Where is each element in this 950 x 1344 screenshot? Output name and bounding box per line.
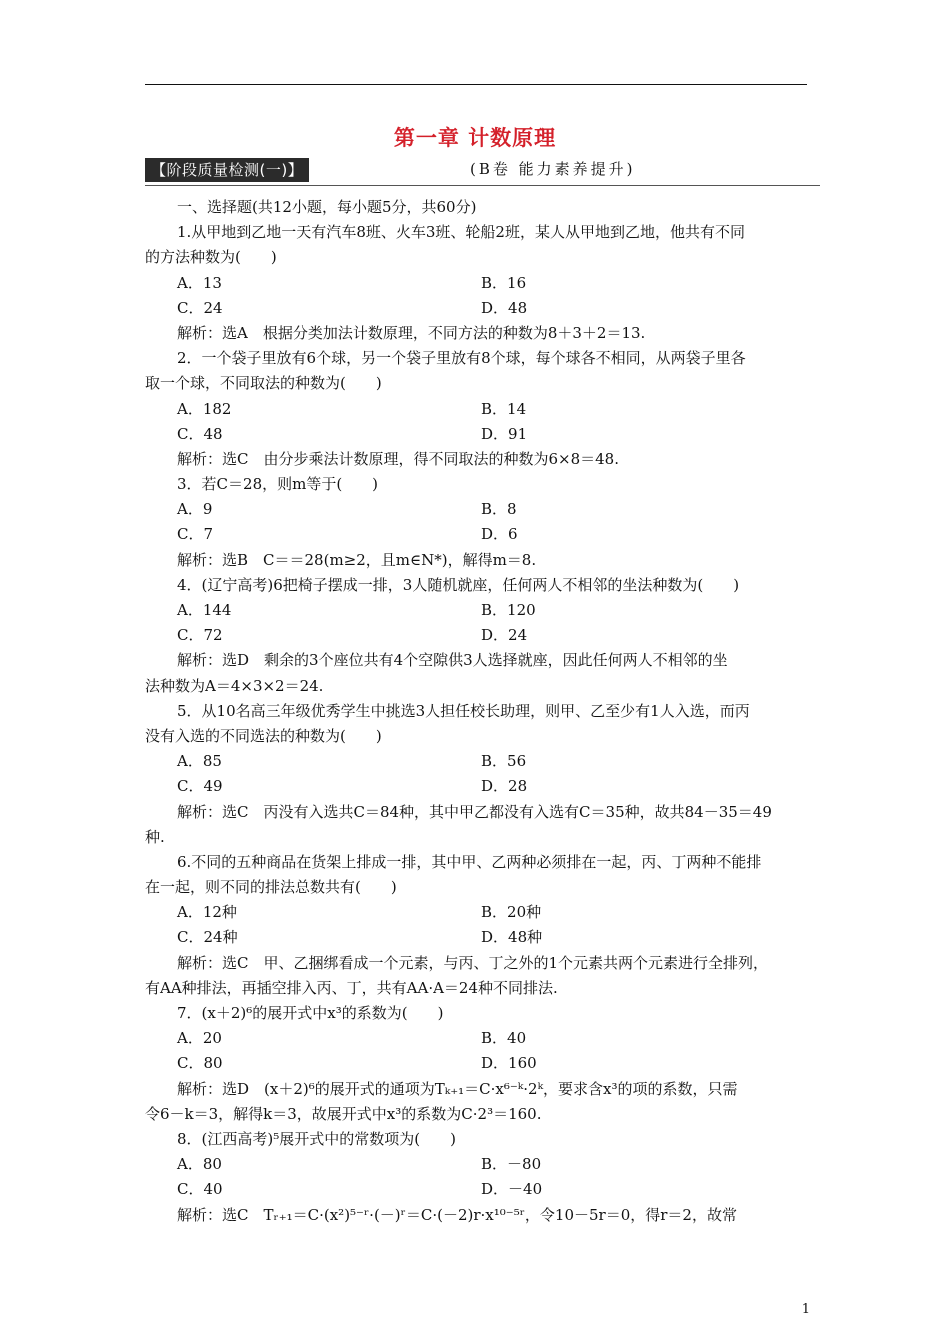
question-stem: 1.从甲地到乙地一天有汽车8班、火车3班、轮船2班，某人从甲地到乙地，他共有不同: [177, 223, 745, 242]
answer-option: A．85: [177, 752, 222, 771]
option-row: [145, 749, 809, 774]
answer-option: A．12种: [177, 903, 237, 922]
solution-text: 解析：选B C＝＝28(m≥2，且m∈N*)，解得m＝8.: [177, 550, 537, 569]
solution-text: 有AA种排法，再插空排入丙、丁，共有AA·A＝24种不同排法.: [145, 978, 558, 997]
question-stem: 的方法种数为( ): [145, 248, 277, 267]
option-row: [145, 1177, 809, 1202]
answer-option: A．80: [177, 1155, 222, 1174]
answer-option: B．40: [481, 1029, 527, 1048]
option-row: [145, 1152, 809, 1177]
answer-option: B．20种: [481, 903, 542, 922]
answer-option: A．182: [177, 399, 232, 418]
question-block: [145, 346, 809, 472]
option-row: [145, 422, 809, 447]
solution-text: 种.: [145, 827, 165, 846]
question-block: [145, 850, 809, 1001]
option-row: [145, 900, 809, 925]
question-block: [145, 1001, 809, 1127]
answer-option: A．144: [177, 601, 232, 619]
question-stem: 取一个球，不同取法的种数为( ): [145, 374, 382, 393]
answer-option: C．80: [177, 1054, 223, 1073]
option-row: [145, 1051, 809, 1076]
answer-option: A．9: [177, 500, 213, 519]
solution-text: 解析：选C Tᵣ₊₁＝C·(x²)⁵⁻ʳ·(－)ʳ＝C·(－2)r·x¹⁰⁻⁵ʳ，令10－5r＝0，得r＝2，故常: [177, 1205, 737, 1224]
question-stem: 2．一个袋子里放有6个球，另一个袋子里放有8个球，每个球各不相同，从两袋子里各: [177, 349, 746, 368]
option-row: [145, 271, 809, 296]
question-block: [145, 472, 809, 573]
question-stem: 8．(江西高考)⁵展开式中的常数项为( ): [177, 1129, 456, 1148]
answer-option: D．28: [481, 777, 528, 796]
answer-option: B．14: [481, 399, 527, 418]
answer-option: C．24: [177, 298, 223, 317]
answer-option: A．13: [177, 273, 222, 292]
answer-option: C．49: [177, 777, 223, 796]
chapter-title: 第一章 计数原理: [393, 126, 557, 150]
answer-option: D．－40: [481, 1180, 543, 1199]
answer-option: A．20: [177, 1029, 222, 1048]
question-block: [145, 699, 809, 850]
solution-text: 法种数为A＝4×3×2＝24.: [145, 676, 324, 695]
solution-text: 解析：选A 根据分类加法计数原理，不同方法的种数为8＋3＋2＝13.: [177, 323, 646, 342]
solution-text: 解析：选C 甲、乙捆绑看成一个元素，与丙、丁之外的1个元素共两个元素进行全排列，: [177, 953, 769, 972]
answer-option: C．7: [177, 525, 214, 544]
answer-option: B．16: [481, 273, 527, 292]
page-number: 1: [801, 1302, 810, 1317]
answer-option: D．48种: [481, 928, 543, 947]
question-block: [145, 220, 809, 346]
answer-option: B．120: [481, 601, 536, 619]
question-stem: 没有入选的不同选法的种数为( ): [145, 726, 382, 745]
answer-option: B．－80: [481, 1155, 542, 1174]
answer-option: C．40: [177, 1180, 223, 1199]
answer-option: B．56: [481, 752, 527, 771]
solution-text: 解析：选C 由分步乘法计数原理，得不同取法的种数为6×8＝48.: [177, 449, 619, 468]
volume-label: (B卷 能力素养提升): [470, 160, 636, 178]
option-row: [145, 522, 809, 547]
stage-badge: 【阶段质量检测(一)】: [145, 158, 309, 182]
question-stem: 6.不同的五种商品在货架上排成一排，其中甲、乙两种必须排在一起，丙、丁两种不能排: [177, 852, 762, 871]
solution-text: 解析：选D (x＋2)⁶的展开式的通项为Tₖ₊₁＝C·x⁶⁻ᵏ·2ᵏ，要求含x³的项的系数，只需: [177, 1079, 738, 1098]
option-row: [145, 397, 809, 422]
answer-option: C．24种: [177, 928, 238, 947]
question-list: [145, 195, 809, 1228]
question-stem: 3．若C＝28，则m等于( ): [177, 475, 379, 494]
solution-text: 令6－k＝3，解得k＝3，故展开式中x³的系数为C·2³＝160.: [145, 1104, 542, 1123]
answer-option: C．72: [177, 626, 223, 645]
option-row: [145, 296, 809, 321]
answer-option: D．6: [481, 525, 518, 544]
question-stem: 4．(辽宁高考)6把椅子摆成一排，3人随机就座，任何两人不相邻的坐法种数为( ): [177, 575, 740, 594]
option-row: [145, 497, 809, 522]
solution-text: 解析：选D 剩余的3个座位共有4个空隙供3人选择就座，因此任何两人不相邻的坐: [177, 651, 728, 670]
top-rule: [145, 84, 807, 85]
option-row: [145, 1026, 809, 1051]
option-row: [145, 774, 809, 799]
question-stem: 7．(x＋2)⁶的展开式中x³的系数为( ): [177, 1004, 444, 1022]
header-rule: [145, 185, 820, 186]
option-row: [145, 925, 809, 950]
answer-option: D．48: [481, 298, 528, 317]
question-block: [145, 573, 809, 699]
option-row: [145, 598, 809, 623]
answer-option: B．8: [481, 500, 517, 519]
solution-text: 解析：选C 丙没有入选共C＝84种，其中甲乙都没有入选有C＝35种，故共84－35＝49: [177, 802, 772, 821]
answer-option: D．160: [481, 1054, 537, 1073]
answer-option: D．24: [481, 626, 528, 645]
answer-option: C．48: [177, 424, 223, 443]
section-heading: 一、选择题(共12小题，每小题5分，共60分): [177, 198, 477, 216]
question-stem: 在一起，则不同的排法总数共有( ): [145, 878, 397, 897]
answer-option: D．91: [481, 424, 528, 443]
question-block: [145, 1127, 809, 1228]
question-stem: 5．从10名高三年级优秀学生中挑选3人担任校长助理，则甲、乙至少有1人入选，而丙: [177, 701, 750, 720]
option-row: [145, 623, 809, 648]
